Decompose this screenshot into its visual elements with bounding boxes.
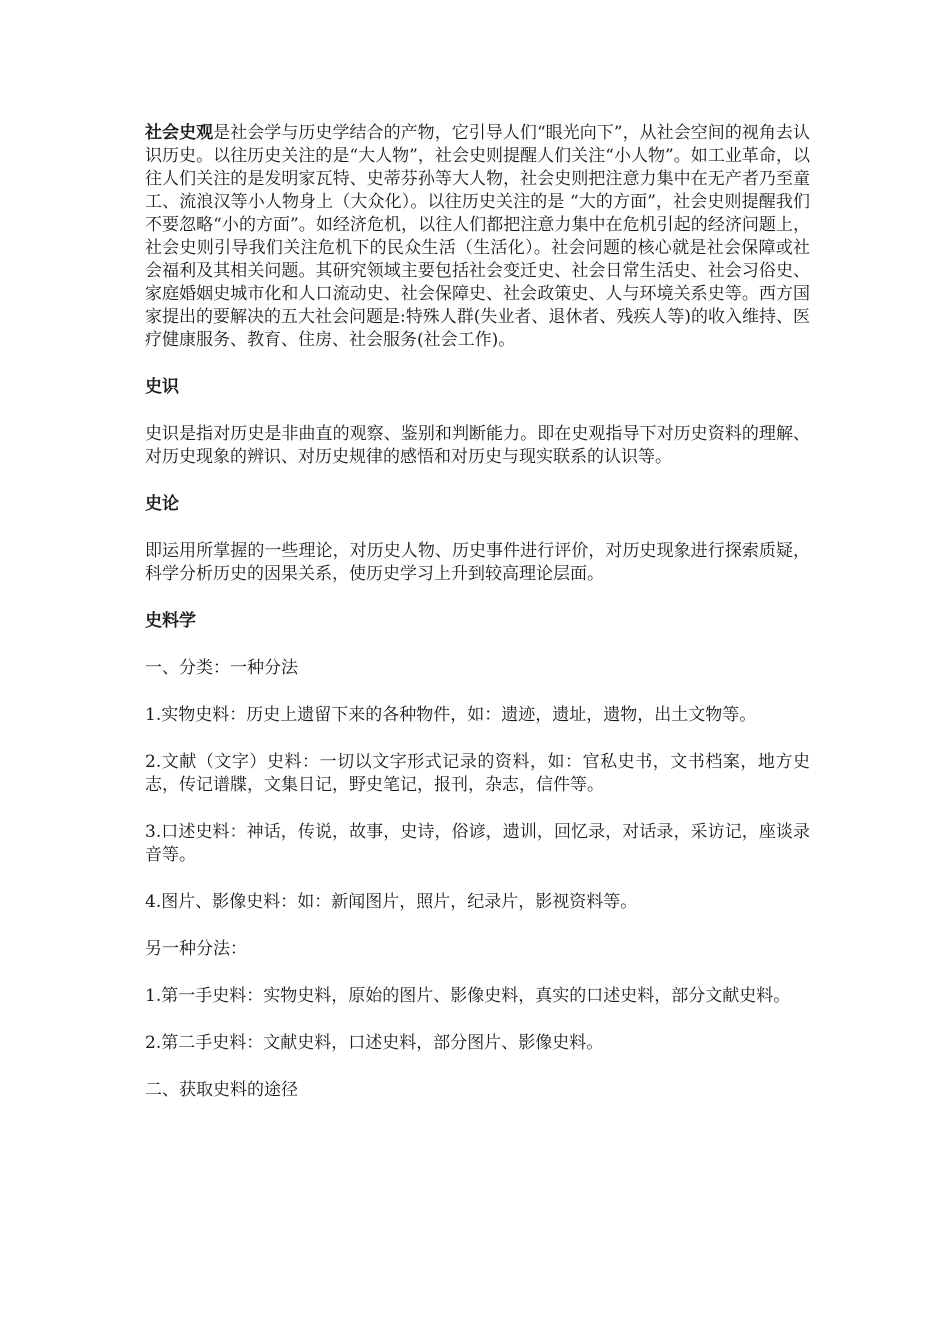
alt-list-item-2: 2.第二手史料：文献史料，口述史料，部分图片、影像史料。 xyxy=(145,1033,604,1053)
document-page xyxy=(145,122,810,1102)
alt-list-item-1: 1.第一手史料：实物史料，原始的图片、影像史料，真实的口述史料，部分文献史料。 xyxy=(145,986,791,1006)
heading-shiliaoxue: 史料学 xyxy=(145,611,196,631)
list-item-1: 1.实物史料：历史上遗留下来的各种物件，如：遗迹，遗址，遗物，出土文物等。 xyxy=(145,705,757,725)
list-item-4: 4.图片、影像史料：如：新闻图片，照片，纪录片，影视资料等。 xyxy=(145,892,638,912)
heading-shilun: 史论 xyxy=(145,494,179,514)
section-classification: 一、分类：一种分法 xyxy=(145,658,298,678)
intro-paragraph xyxy=(145,122,810,352)
section-sources: 二、获取史料的途径 xyxy=(145,1080,298,1100)
intro-lead-term: 社会史观 xyxy=(145,123,214,143)
shishi-paragraph: 史识是指对历史是非曲直的观察、鉴别和判断能力。即在史观指导下对历史资料的理解、对历史现象的辨识、对历史规律的感悟和对历史与现实联系的认识等。 xyxy=(145,424,810,467)
list-item-3: 3.口述史料：神话，传说，故事，史诗，俗谚，遗训，回忆录，对话录，采访记，座谈录音等。 xyxy=(145,822,810,865)
intro-text: 是社会学与历史学结合的产物，它引导人们“眼光向下”，从社会空间的视角去认识历史。以往历史关注的是“大人物”，社会史则提醒人们关注“小人物”。如工业革命，以往人们关注的是发明家瓦特、史蒂芬孙等大人物，社会史则把注意力集中在无产者乃至童工、流浪汉等小人物身上（大众化）。以往历史关注的是 “大的方面”，社会史则提醒我们不要忽略“小的方面”。如经济危机，以往人们都把注意力集中在危机引起的经济问题上，社会史则引导我们关注危机下的民众生活（生活化）。社会问题的核心就是社会保障或社会福利及其相关问题。其研究领域主要包括社会变迁史、社会日常生活史、社会习俗史、家庭婚姻史城市化和人口流动史、社会保障史、社会政策史、人与环境关系史等。西方国家提出的要解决的五大社会问题是:特殊人群(失业者、退休者、残疾人等)的收入维持、医疗健康服务、教育、住房、社会服务(社会工作)。 xyxy=(145,123,810,350)
list-item-2: 2.文献（文字）史料：一切以文字形式记录的资料，如：官私史书，文书档案，地方史志，传记谱牒，文集日记，野史笔记，报刊，杂志，信件等。 xyxy=(145,752,810,795)
alt-classification-label: 另一种分法： xyxy=(145,939,247,959)
heading-shishi: 史识 xyxy=(145,377,179,397)
shilun-paragraph: 即运用所掌握的一些理论，对历史人物、历史事件进行评价，对历史现象进行探索质疑，科学分析历史的因果关系，使历史学习上升到较高理论层面。 xyxy=(145,541,810,584)
